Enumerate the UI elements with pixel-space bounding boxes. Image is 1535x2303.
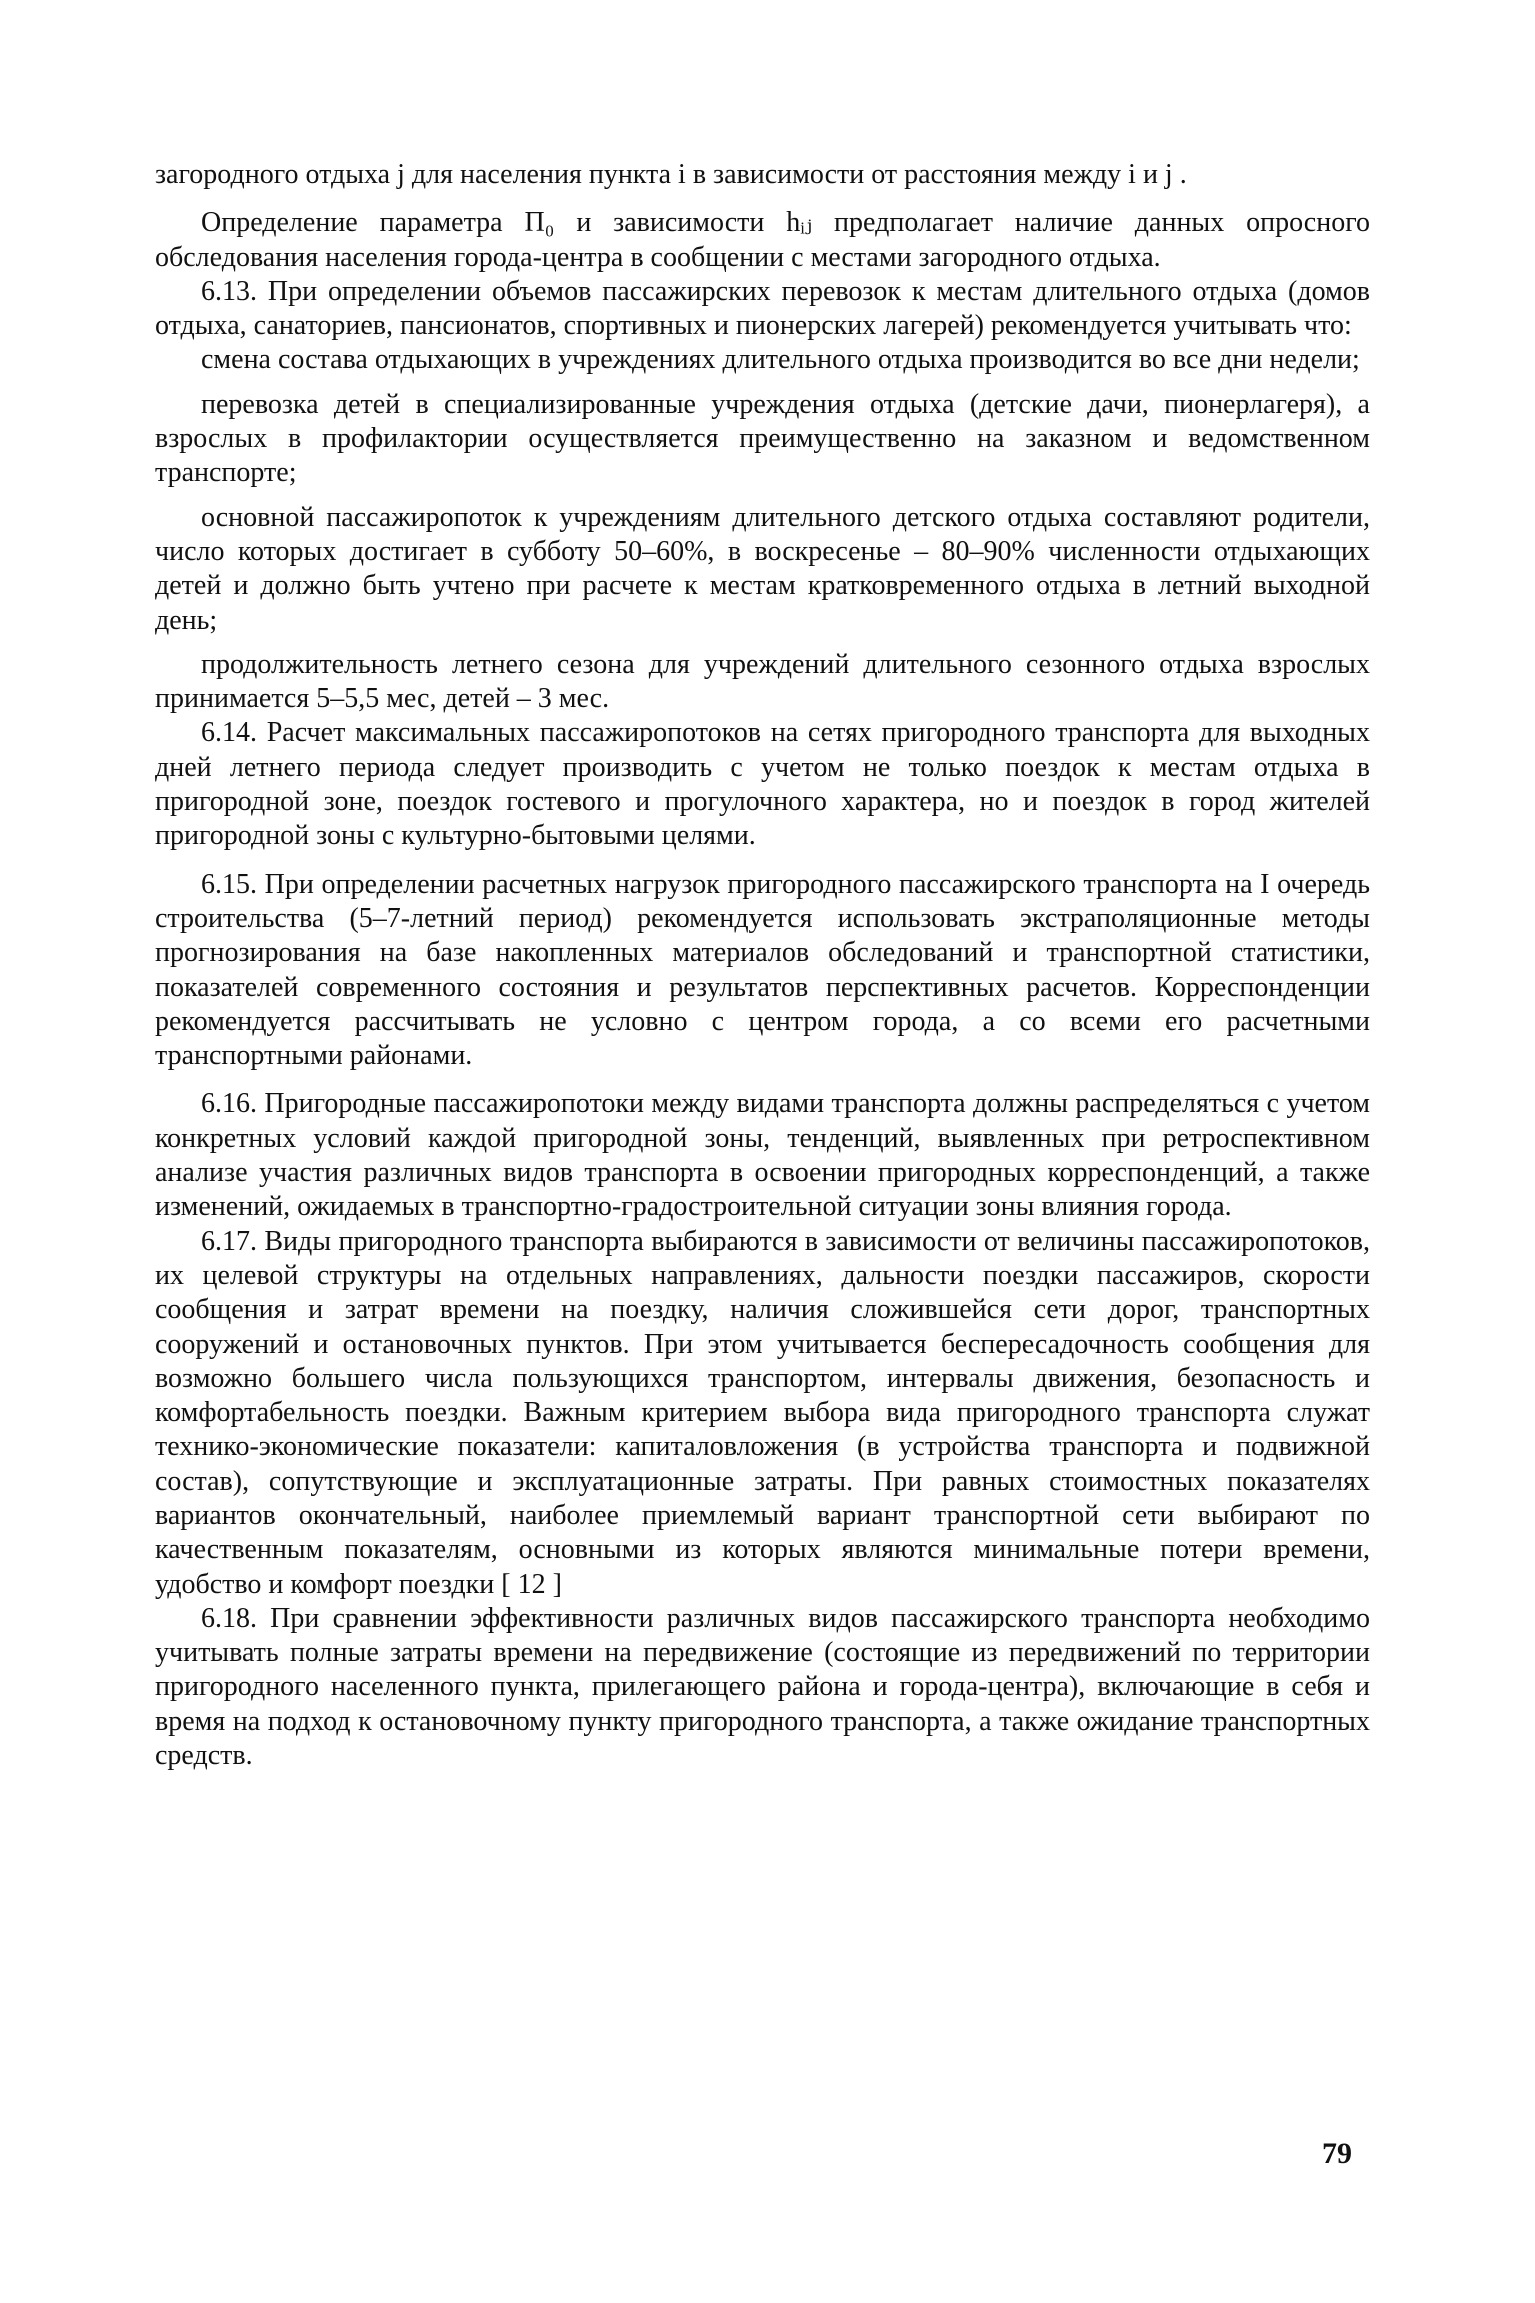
list-item-rotation: смена состава отдыхающих в учреждениях длительного отдыха производится во все дни недели; — [201, 344, 1360, 376]
paragraph-continuation: загородного отдыха j для населения пункта i в зависимости от расстояния между i и j . — [155, 159, 1187, 190]
body-text — [155, 158, 1370, 1773]
list-item-children-transport: перевозка детей в специализированные учреждения отдыха (детские дачи, пионерлагеря), а взрослых в профилактории осуществляется преимущественно на заказном и ведомственном транспорте; — [155, 388, 1370, 489]
paragraph-6-13: 6.13. При определении объемов пассажирских перевозок к местам длительного отдыха (домов отдыха, санаториев, пансионатов, спортивных и пионерских лагерей) рекомендуется учитывать что: — [155, 275, 1370, 342]
paragraph-6-16: 6.16. Пригородные пассажиропотоки между видами транспорта должны распределяться с учетом конкретных условий каждой пригородной зоны, тенденций, выявленных при ретроспективном анализе участия различных видов транспорта в освоении пригородных корреспонденций, а также изменений, ожидаемых в транспортно-градостроительной ситуации зоны влияния города. — [155, 1088, 1370, 1223]
paragraph-6-18: 6.18. При сравнении эффективности различных видов пассажирского транспорта необходимо учитывать полные затраты времени на передвижение (состоящие из передвижений по территории пригородного населенного пункта, прилегающего района и города-центра), включающие в себя и время на подход к остановочному пункту пригородного транспорта, а также ожидание транспортных средств. — [155, 1602, 1370, 1772]
list-item-season-length: продолжительность летнего сезона для учреждений длительного сезонного отдыха взрослых принимается 5–5,5 мес, детей – 3 мес. — [155, 648, 1370, 715]
list-item-parents-flow: основной пассажиропоток к учреждениям длительного детского отдыха составляют родители, число которых достигает в субботу 50–60%, в воскресенье – 80–90% численности отдыхающих детей и должно быть учтено при расчете к местам кратковременного отдыха в летний выходной день; — [155, 501, 1370, 636]
paragraph-6-15: 6.15. При определении расчетных нагрузок пригородного пассажирского транспорта на I очередь строительства (5–7-летний период) рекомендуется использовать экстраполяционные методы прогнозирования на базе накопленных материалов обследований и транспортной статистики, показателей современного состояния и результатов перспективных расчетов. Корреспонденции рекомендуется рассчитывать не условно с центром города, а со всеми его расчетными транспортными районами. — [155, 868, 1370, 1072]
page-number: 79 — [1322, 2137, 1352, 2170]
paragraph-6-17: 6.17. Виды пригородного транспорта выбираются в зависимости от величины пассажиропотоков, их целевой структуры на отдельных направлениях, дальности поездки пассажиров, скорости сообщения и затрат времени на поездку, наличия сложившейся сети дорог, транспортных сооружений и остановочных пунктов. При этом учитывается беспересадочность сообщения для возможно большего числа пользующихся транспортом, интервалы движения, безопасность и комфортабельность поездки. Важным критерием выбора вида пригородного транспорта служат технико-экономические показатели: капиталовложения (в устройства транспорта и подвижной состав), сопутствующие и эксплуатационные затраты. При равных стоимостных показателях вариантов окончательный, наиболее приемлемый вариант транспортной сети выбирают по качественным показателям, основными из которых являются минимальные потери времени, удобство и комфорт поездки [ 12 ] — [155, 1225, 1370, 1600]
paragraph-6-14: 6.14. Расчет максимальных пассажиропотоков на сетях пригородного транспорта для выходных дней летнего периода следует производить с учетом не только поездок к местам отдыха в пригородной зоне, поездок гостевого и прогулочного характера, но и поездок в город жителей пригородной зоны с культурно-бытовыми целями. — [155, 717, 1370, 852]
paragraph-parameter-definition: Определение параметра Π₀ и зависимости hᵢⱼ предполагает наличие данных опросного обследования населения города-центра в сообщении с местами загородного отдыха. — [155, 207, 1370, 273]
